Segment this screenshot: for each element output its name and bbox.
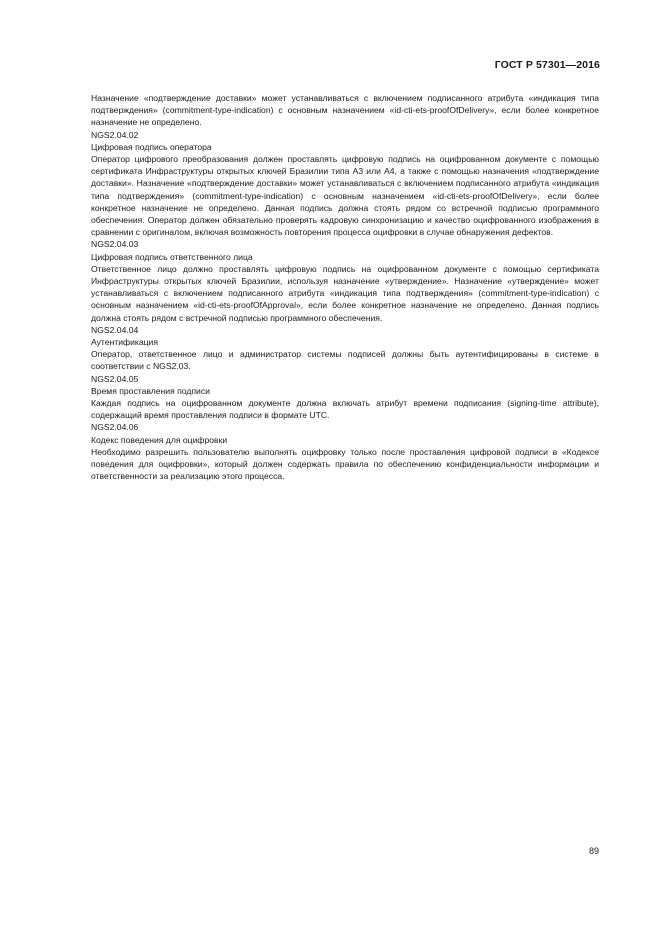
section-text: Необходимо разрешить пользователю выполнять оцифровку только после проставления цифровой подписи в «Кодексе поведения для оцифровки», который должен содержать правила по обеспечению конфиденциальности информации и ответственности за реализацию этого процесса.	[91, 446, 599, 482]
section-code: NGS2.04.06	[91, 422, 139, 433]
section-code: NGS2.04.03	[91, 239, 139, 250]
section-code: NGS2.04.04	[91, 324, 139, 335]
section-code: NGS2.04.05	[91, 373, 139, 384]
section-heading: Аутентификация	[91, 337, 159, 348]
section-heading: Цифровая подпись ответственного лица	[91, 251, 253, 262]
section-text: Ответственное лицо должно проставлять цифровую подпись на оцифрованном документе с помощью сертификата Инфраструктуры открытых ключей Бразилии, используя назначение «утверждение». Назначение «утверждение» может устанавливаться с включением подписанного атрибута «индикация типа подтверждения» (commitment-type-indication) с основным назначением «id-cti-ets-proofOfApproval», если более конкретное назначение не определено. Данная подпись должна стоять рядом с встречной подписью программного обеспечения.	[91, 263, 599, 323]
section-heading: Время проставления подписи	[91, 385, 210, 396]
document-body	[91, 92, 599, 483]
section-text: Оператор, ответственное лицо и администратор системы подписей должны быть аутентифицированы в системе в соответствии с NGS2.03.	[91, 349, 599, 372]
section-heading: Кодекс поведения для оцифровки	[91, 434, 228, 445]
page-number: 89	[588, 846, 599, 856]
intro-paragraph: Назначение «подтверждение доставки» может устанавливаться с включением подписанного атрибута «индикация типа подтверждения» (commitment-type-indication) с основным назначением «id-cti-ets-proofOfDelivery», если более конкретное назначение не определено.	[91, 93, 599, 128]
section-code: NGS2.04.02	[91, 129, 139, 140]
section-text: Оператор цифрового преобразования должен проставлять цифровую подпись на оцифрованном документе с помощью сертификата Инфраструктуры открытых ключей Бразилии типа А3 или А4, а также с помощью назначения «подтверждение доставки». Назначение «подтверждение доставки» может устанавливаться с включением подписанного атрибута «индикация типа подтверждения» (commitment-type-indication) с основным назначением «id-cti-ets-proofOfDelivery», если более конкретное назначение не определено. Данная подпись должна стоять рядом со встречной подписью программного обеспечения. Оператор должен обязательно проверять кадровую синхронизацию и качество оцифрованного изображения в сравнении с оригиналом, включая возможность повторения процесса оцифровки в случае обнаружения дефектов.	[91, 154, 599, 238]
section-text: Каждая подпись на оцифрованном документе должна включать атрибут времени подписания (signing-time attribute), содержащий время проставления подписи в формате UTC.	[91, 398, 599, 421]
section-heading: Цифровая подпись оператора	[91, 141, 212, 152]
document-header: ГОСТ Р 57301—2016	[494, 59, 600, 71]
